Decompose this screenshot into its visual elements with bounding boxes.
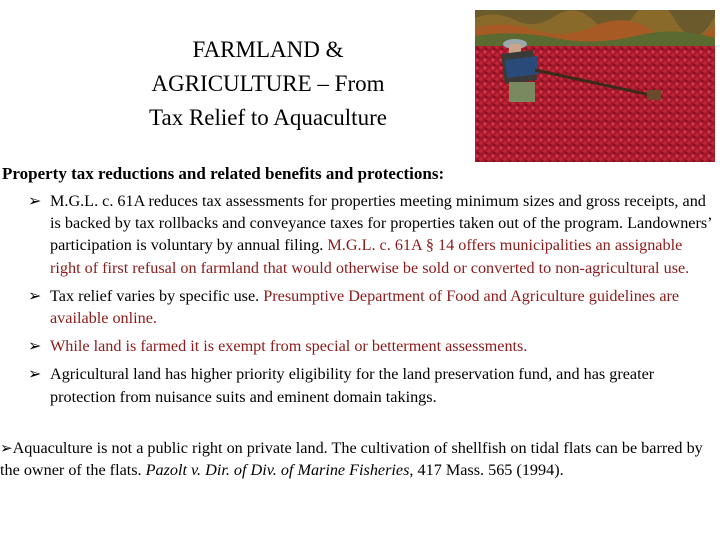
bullet-text: Agricultural land has higher priority eligibility for the land preservation fund, and has greater protection from nuisance suits and eminent domain takings. bbox=[50, 365, 655, 406]
arrow-bullet-icon: ➢ bbox=[28, 336, 42, 356]
title-line-3: Tax Relief to Aquaculture bbox=[149, 105, 387, 130]
intro-heading: Property tax reductions and related benefits and protections: bbox=[2, 164, 445, 183]
aquaculture-paragraph bbox=[0, 437, 718, 481]
list-item bbox=[24, 335, 716, 357]
bullet-highlight: While land is farmed it is exempt from special or betterment assessments. bbox=[50, 337, 528, 356]
bullet-text: Tax relief varies by specific use. bbox=[50, 286, 260, 305]
title-line-1: FARMLAND & bbox=[192, 37, 344, 62]
bullet-text: M.G.L. c. 61A reduces tax assessments for properties meeting minimum sizes and gross receipts, and is backed by tax rollbacks and conveyance taxes for properties taken out of the program. Landowners’ participation is voluntary by annual filing. bbox=[50, 192, 712, 255]
benefits-list bbox=[24, 190, 716, 414]
slide-title bbox=[88, 33, 448, 135]
bullet-highlight: M.G.L. c. 61A § 14 offers municipalities an assignable right of first refusal on farmland that would otherwise be sold or converted to non-agricultural use. bbox=[50, 236, 690, 277]
cranberry-harvest-photo bbox=[475, 10, 715, 162]
list-item bbox=[24, 285, 716, 329]
arrow-bullet-icon: ➢ bbox=[28, 191, 42, 210]
arrow-bullet-icon: ➢ bbox=[28, 364, 42, 384]
bullet-highlight: Presumptive Department of Food and Agriculture guidelines are available online. bbox=[50, 286, 680, 328]
arrow-bullet-icon: ➢ bbox=[0, 439, 13, 457]
case-name: Pazolt v. Dir. of Div. of Marine Fisheries bbox=[145, 461, 410, 480]
title-line-2: AGRICULTURE – From bbox=[151, 71, 385, 96]
list-item bbox=[24, 363, 716, 407]
aquaculture-text: Aquaculture is not a public right on private land. The cultivation of shellfish on tidal flats can be barred by the owner of the flats. bbox=[0, 439, 703, 480]
list-item bbox=[24, 190, 716, 279]
case-citation: , 417 Mass. 565 (1994). bbox=[409, 461, 564, 480]
arrow-bullet-icon: ➢ bbox=[28, 285, 42, 305]
